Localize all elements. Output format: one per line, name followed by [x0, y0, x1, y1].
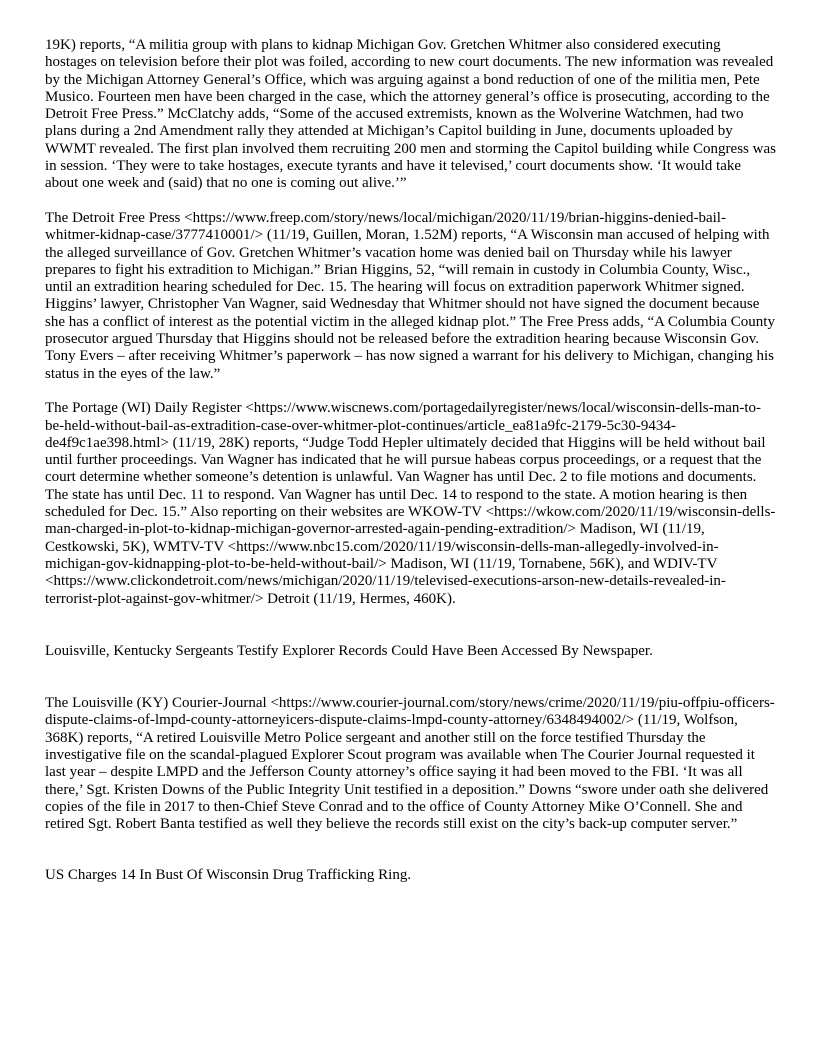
section-spacer — [45, 833, 776, 867]
paragraph-detroit-free-press: The Detroit Free Press <https://www.freep.com/story/news/local/michigan/2020/11/19/brian-higgins-denied-bail-whitmer-kidnap-case/3777410001/> (11/19, Guillen, Moran, 1.52M) reports, “A Wisconsin man accused of helping with the alleged surveillance of Gov. Gretchen Whitmer’s vacation home was denied bail on Thursday while his lawyer prepares to fight his extradition to Michigan.” Brian Higgins, 52, “will remain in custody in Columbia County, Wisc., until an extradition hearing scheduled for Dec. 15. The hearing will focus on extradition paperwork Whitmer signed. Higgins’ lawyer, Christopher Van Wagner, said Wednesday that Whitmer should not have signed the document because she has a conflict of interest as the potential victim in the alleged kidnap plot.” The Free Press adds, “A Columbia County prosecutor argued Thursday that Higgins should not be released before the extradition hearing because Wisconsin Gov. Tony Evers – after receiving Whitmer’s paperwork – has now signed a warrant for his delivery to Michigan, changing his status in the eyes of the law.” — [45, 209, 775, 382]
headline-wisconsin-drug-ring: US Charges 14 In Bust Of Wisconsin Drug Trafficking Ring. — [45, 867, 412, 884]
paragraph-militia-plot: 19K) reports, “A militia group with plans to kidnap Michigan Gov. Gretchen Whitmer also considered executing hostages on television before their plot was foiled, according to new court documents. The new information was revealed by the Michigan Attorney General’s Office, which was arguing against a bond reduction of one of the militia men, Pete Musico. Fourteen men have been charged in the case, which the attorney general’s office is prosecuting, according to the Detroit Free Press.” McClatchy adds, “Some of the accused extremists, known as the Wolverine Watchmen, had two plans during a 2nd Amendment rally they attended at Michigan’s Capitol building in June, documents uploaded by WWMT revealed. The first plan involved them recruiting 200 men and storming the Capitol building while Congress was in session. ‘They were to take hostages, execute tyrants and have it televised,’ court documents show. ‘It would take about one week and (said) that no one is coming out alive.’” — [45, 37, 776, 192]
section-spacer — [45, 608, 776, 643]
paragraph-courier-journal: The Louisville (KY) Courier-Journal <https://www.courier-journal.com/story/news/crime/2020/11/19/piu-offpiu-officers-dispute-claims-of-lmpd-county-attorneyicers-dispute-claims-lmpd-county-attorney/6348494002/> (11/19, Wolfson, 368K) reports, “A retired Louisville Metro Police sergeant and another still on the force testified Thursday the investigative file on the scandal-plagued Explorer Scout program was available when The Courier Journal requested it last year – despite LMPD and the Jefferson County attorney’s office saying it had been moved to the FBI. ‘It was all there,’ Sgt. Kristen Downs of the Public Integrity Unit testified in a deposition.” Downs “swore under oath she delivered copies of the file in 2017 to then-Chief Steve Conrad and to the office of County Attorney Mike O’Connell. She and retired Sgt. Robert Banta testified as well they believe the records still exist on the city’s back-up computer server.” — [45, 695, 775, 833]
section-spacer — [45, 660, 776, 695]
document-page — [45, 37, 776, 885]
paragraph-spacer — [45, 193, 776, 210]
headline-louisville-sergeants: Louisville, Kentucky Sergeants Testify Explorer Records Could Have Been Accessed By Newspaper. — [45, 642, 653, 659]
paragraph-spacer — [45, 383, 776, 400]
paragraph-portage-daily-register: The Portage (WI) Daily Register <https://www.wiscnews.com/portagedailyregister/news/local/wisconsin-dells-man-to-be-held-without-bail-as-extradition-case-over-whitmer-plot-continues/article_ea81a9fc-2179-5c30-9434-de4f9c1ae398.html> (11/19, 28K) reports, “Judge Todd Hepler ultimately decided that Higgins will be held without bail until further proceedings. Van Wagner has indicated that he will pursue habeas corpus proceedings, or a request that the court determine whether someone’s detention is unlawful. Van Wagner has until Dec. 2 to file motions and documents. The state has until Dec. 11 to respond. Van Wagner has until Dec. 14 to respond to the state. A motion hearing is then scheduled for Dec. 15.” Also reporting on their websites are WKOW-TV <https://wkow.com/2020/11/19/wisconsin-dells-man-charged-in-plot-to-kidnap-michigan-governor-arrested-again-pending-extradition/> Madison, WI (11/19, Cestkowski, 5K), WMTV-TV <https://www.nbc15.com/2020/11/19/wisconsin-dells-man-allegedly-involved-in-michigan-gov-kidnapping-plot-to-be-held-without-bail/> Madison, WI (11/19, Tornabene, 56K), and WDIV-TV <https://www.clickondetroit.com/news/michigan/2020/11/19/televised-executions-arson-new-details-revealed-in-terrorist-plot-against-gov-whitmer/> Detroit (11/19, Hermes, 460K). — [45, 400, 776, 607]
